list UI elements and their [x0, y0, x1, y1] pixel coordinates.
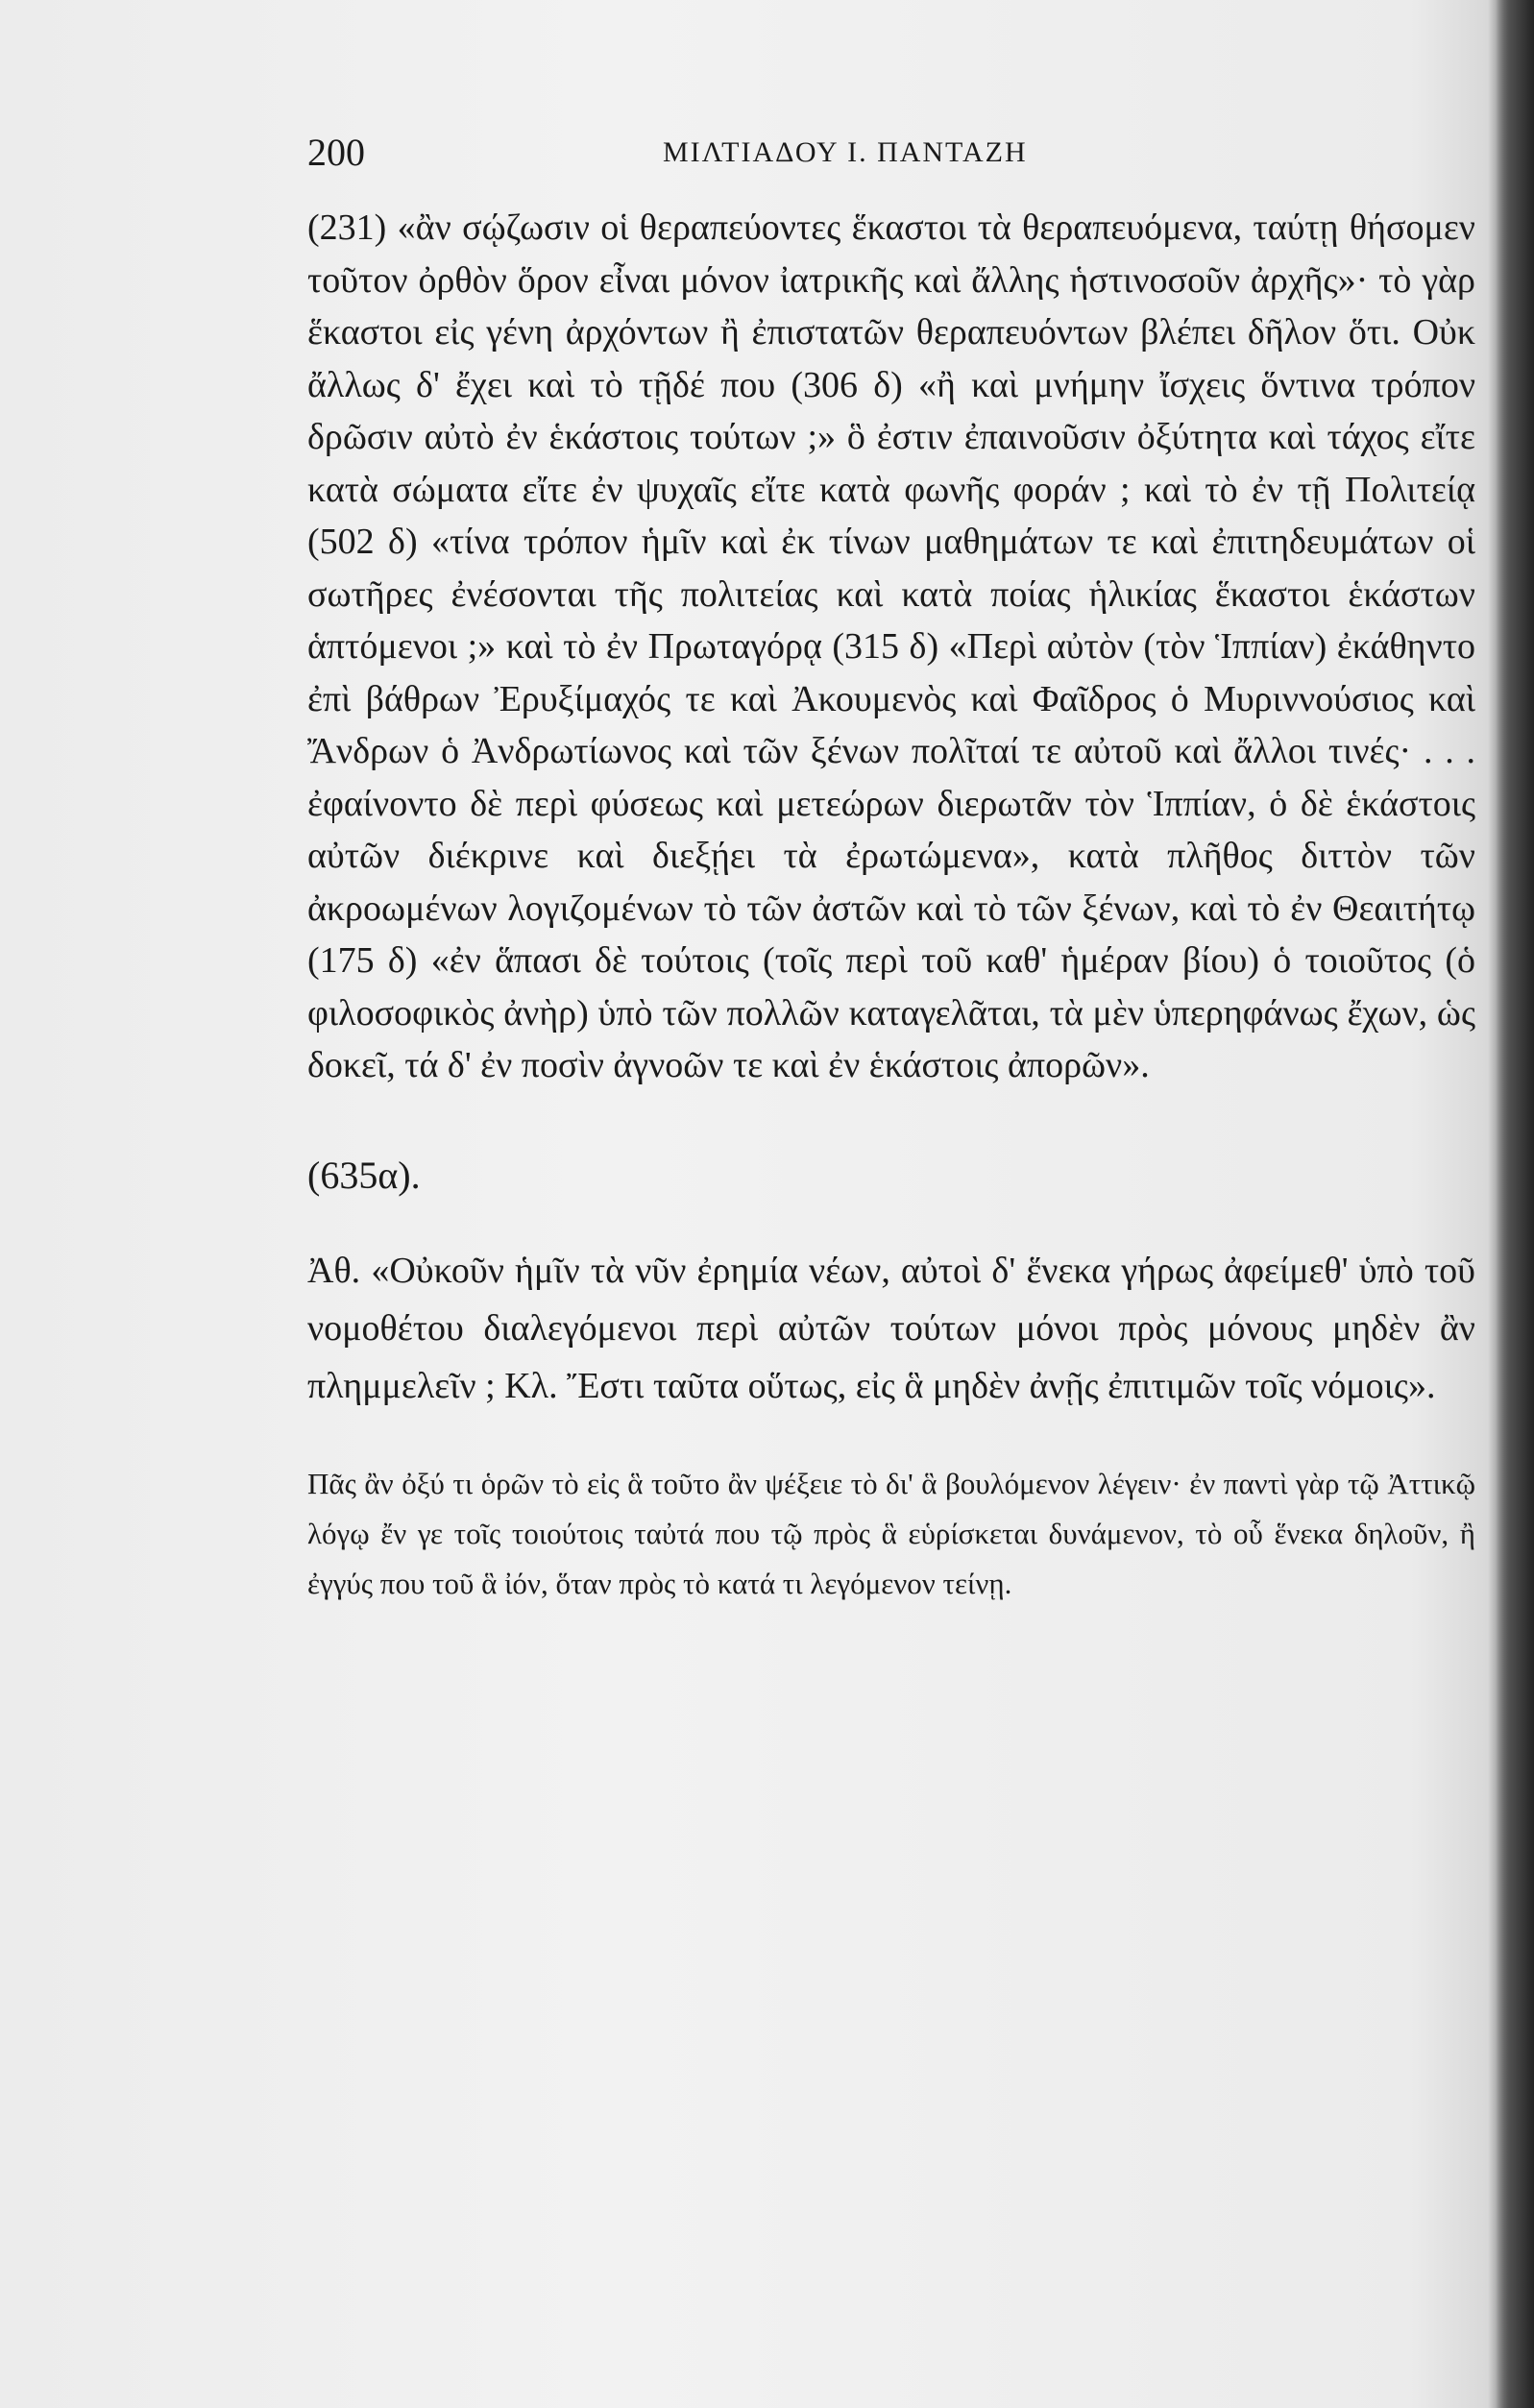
section-reference: (635α).: [307, 1153, 421, 1197]
paragraph-commentary: Πᾶς ἂν ὀξύ τι ὁρῶν τὸ εἰς ἃ τοῦτο ἂν ψέξειε τὸ δι' ἃ βουλόμενον λέγειν· ἐν παντὶ γὰρ τῷ Ἀττικῷ λόγῳ ἔν γε τοῖς τοιούτοις ταὐτά που τῷ πρὸς ἃ εὑρίσκεται δυνάμενον, τὸ οὗ ἕνεκα δηλοῦν, ἢ ἐγγύς που τοῦ ἃ ἰόν, ὅταν πρὸς τὸ κατά τι λεγόμενον τείνῃ.: [307, 1467, 1475, 1600]
running-title: ΜΙΛΤΙΑΔΟΥ Ι. ΠΑΝΤΑΖΗ: [663, 136, 1028, 168]
paragraph-quotations: (231) «ἂν σῴζωσιν οἱ θεραπεύοντες ἕκαστοι τὰ θεραπευόμενα, ταύτῃ θήσομεν τοῦτον ὀρθὸν ὅρον εἶναι μόνον ἰατρικῆς καὶ ἄλλης ἡστινοσοῦν ἀρχῆς»· τὸ γὰρ ἕκαστοι εἰς γένη ἀρχόντων ἢ ἐπιστατῶν θεραπευόντων βλέπει δῆλον ὅτι. Οὐκ ἄλλως δ' ἔχει καὶ τὸ τῇδέ που (306 δ) «ἢ καὶ μνήμην ἴσχεις ὅντινα τρόπον δρῶσιν αὐτὸ ἐν ἑκάστοις τούτων ;» ὃ ἐστιν ἐπαινοῦσιν ὀξύτητα καὶ τάχος εἴτε κατὰ σώματα εἴτε ἐν ψυχαῖς εἴτε κατὰ φωνῆς φοράν ; καὶ τὸ ἐν τῇ Πολιτείᾳ (502 δ) «τίνα τρόπον ἡμῖν καὶ ἐκ τίνων μαθημάτων τε καὶ ἐπιτηδευμάτων οἱ σωτῆρες ἐνέσονται τῆς πολιτείας καὶ κατὰ ποίας ἡλικίας ἕκαστοι ἑκάστων ἁπτόμενοι ;» καὶ τὸ ἐν Πρωταγόρᾳ (315 δ) «Περὶ αὐτὸν (τὸν Ἱππίαν) ἐκάθηντο ἐπὶ βάθρων Ἐρυξίμαχός τε καὶ Ἀκουμενὸς καὶ Φαῖδρος ὁ Μυριννούσιος καὶ Ἄνδρων ὁ Ἀνδρωτίωνος καὶ τῶν ξένων πολῖταί τε αὐτοῦ καὶ ἄλλοι τινές· . . . ἐφαίνοντο δὲ περὶ φύσεως καὶ μετεώρων διερωτᾶν τὸν Ἱππίαν, ὁ δὲ ἑκάστοις αὐτῶν διέκρινε καὶ διεξῄει τὰ ἐρωτώμενα», κατὰ πλῆθος διττὸν τῶν ἀκροωμένων λογιζομένων τὸ τῶν ἀστῶν καὶ τὸ τῶν ξένων, καὶ τὸ ἐν Θεαιτήτῳ (175 δ) «ἐν ἅπασι δὲ τούτοις (τοῖς περὶ τοῦ καθ' ἡμέραν βίου) ὁ τοιοῦτος (ὁ φιλοσοφικὸς ἀνὴρ) ὑπὸ τῶν πολλῶν καταγελᾶται, τὰ μὲν ὑπερηφάνως ἔχων, ὡς δοκεῖ, τά δ' ἐν ποσὶν ἀγνοῶν τε καὶ ἐν ἑκάστοις ἀπορῶν».: [307, 207, 1475, 1085]
paragraph-dialogue: Ἀθ. «Οὐκοῦν ἡμῖν τὰ νῦν ἐρημία νέων, αὐτοὶ δ' ἕνεκα γήρως ἀφείμεθ' ὑπὸ τοῦ νομοθέτου διαλεγόμενοι περὶ αὐτῶν τούτων μόνοι πρὸς μόνους μηδὲν ἂν πλημμελεῖν ; Κλ. Ἔστι ταῦτα οὕτως, εἰς ἃ μηδὲν ἀνῇς ἐπιτιμῶν τοῖς νόμοις».: [307, 1251, 1475, 1406]
running-header: [307, 125, 1479, 182]
page-number: 200: [307, 131, 365, 174]
book-page: [307, 125, 1479, 1609]
page-binding-shadow: [1496, 0, 1534, 2408]
